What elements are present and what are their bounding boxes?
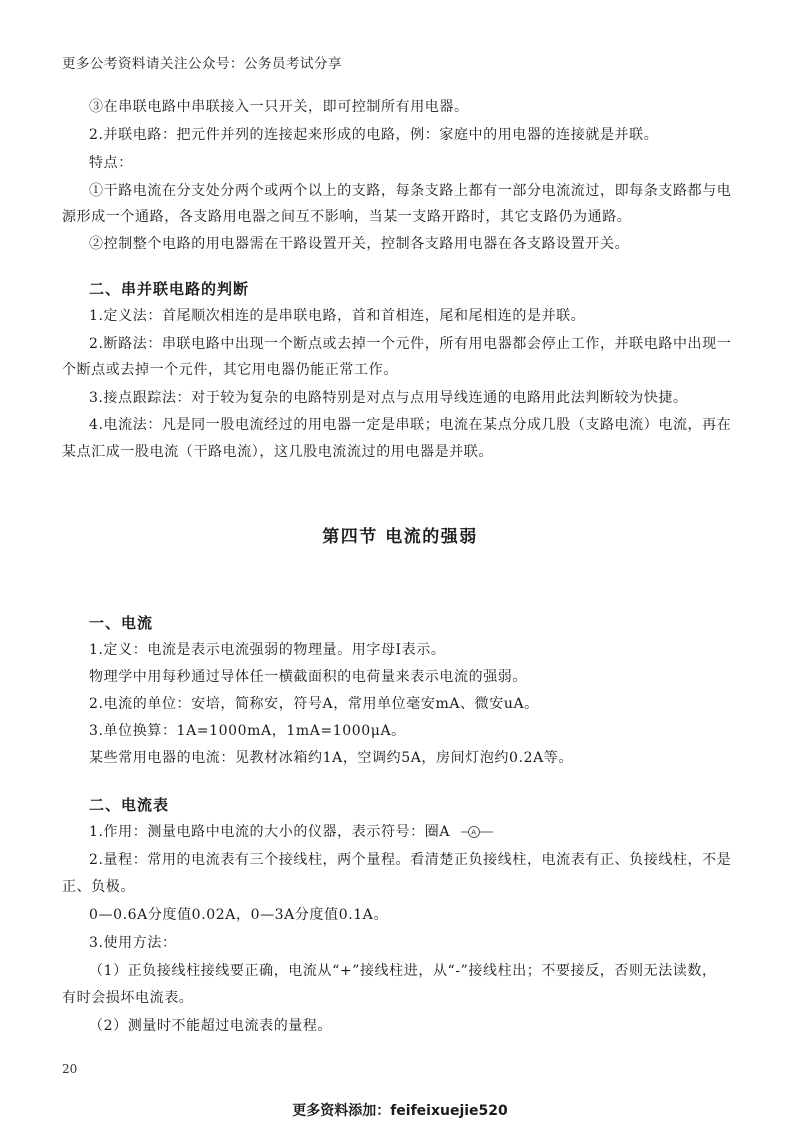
text-line: 1.定义：电流是表示电流强弱的物理量。用字母I表示。 <box>89 642 446 658</box>
text-line: 特点： <box>89 155 133 171</box>
section-title: 第四节 电流的强弱 <box>322 527 478 547</box>
text-line: 某点汇成一股电流（干路电流），这几股电流流过的用电器是并联。 <box>62 444 493 460</box>
text-line: 2.断路法：串联电路中出现一个断点或去掉一个元件，所有用电器都会停止工作，并联电路中出现一 <box>89 336 732 352</box>
text-line: 个断点或去掉一个元件，其它用电器仍能正常工作。 <box>62 362 398 378</box>
text-line: 0—0.6A分度值0.02A，0—3A分度值0.1A。 <box>89 907 389 923</box>
text-line: 源形成一个通路，各支路用电器之间互不影响，当某一支路开路时，其它支路仍为通路。 <box>62 209 632 225</box>
text-line: 4.电流法：凡是同一股电流经过的用电器一定是串联；电流在某点分成几股（支路电流）电流，再在 <box>89 417 732 433</box>
text-line: 3.单位换算：1A=1000mA，1mA=1000μA。 <box>89 723 406 739</box>
text-line: 某些常用电器的电流：见教材冰箱约1A，空调约5A，房间灯泡约0.2A等。 <box>89 750 574 766</box>
text-line: 正、负极。 <box>62 879 135 895</box>
page-footer: 更多资料添加：feifeixuejie520 <box>292 1103 508 1119</box>
text-line: 3.接点跟踪法：对于较为复杂的电路特别是对点与点用导线连通的电路用此法判断较为快捷。 <box>89 390 688 406</box>
text-line <box>89 821 493 841</box>
ammeter-description: 1.作用：测量电路中电流的大小的仪器，表示符号：圈A <box>89 824 451 840</box>
text-line: ②控制整个电路的用电器需在干路设置开关，控制各支路用电器在各支路设置开关。 <box>89 236 630 252</box>
text-line: 2.电流的单位：安培，简称安，符号A，常用单位毫安mA、微安uA。 <box>89 696 539 712</box>
ammeter-icon <box>461 825 493 839</box>
text-line: （1）正负接线柱接线要正确，电流从“+”接线柱进，从“-”接线柱出；不要接反，否则无法读数， <box>89 963 717 979</box>
text-line: ①干路电流在分支处分两个或两个以上的支路，每条支路上都有一部分电流流过，即每条支路都与电 <box>89 183 732 199</box>
text-line: （2）测量时不能超过电流表的量程。 <box>89 1018 333 1034</box>
page-number: 20 <box>62 1062 78 1076</box>
section-heading: 二、电流表 <box>89 796 170 814</box>
text-line: 2.量程：常用的电流表有三个接线柱，两个量程。看清楚正负接线柱，电流表有正、负接线柱，不是 <box>89 852 732 868</box>
section-heading: 一、电流 <box>89 614 154 632</box>
ammeter-symbol-letter: A <box>471 828 477 837</box>
text-line: 有时会损坏电流表。 <box>62 990 194 1006</box>
section-heading: 二、串并联电路的判断 <box>89 280 250 298</box>
text-line: 1.定义法：首尾顺次相连的是串联电路，首和首相连，尾和尾相连的是并联。 <box>89 308 586 324</box>
text-line: 2.并联电路：把元件并列的连接起来形成的电路，例：家庭中的用电器的连接就是并联。 <box>89 127 659 143</box>
text-line: 物理学中用每秒通过导体任一横截面积的电荷量来表示电流的强弱。 <box>89 669 527 685</box>
page-header: 更多公考资料请关注公众号：公务员考试分享 <box>62 56 342 72</box>
text-line: 3.使用方法： <box>89 935 177 951</box>
text-line: ③在串联电路中串联接入一只开关，即可控制所有用电器。 <box>89 99 469 115</box>
